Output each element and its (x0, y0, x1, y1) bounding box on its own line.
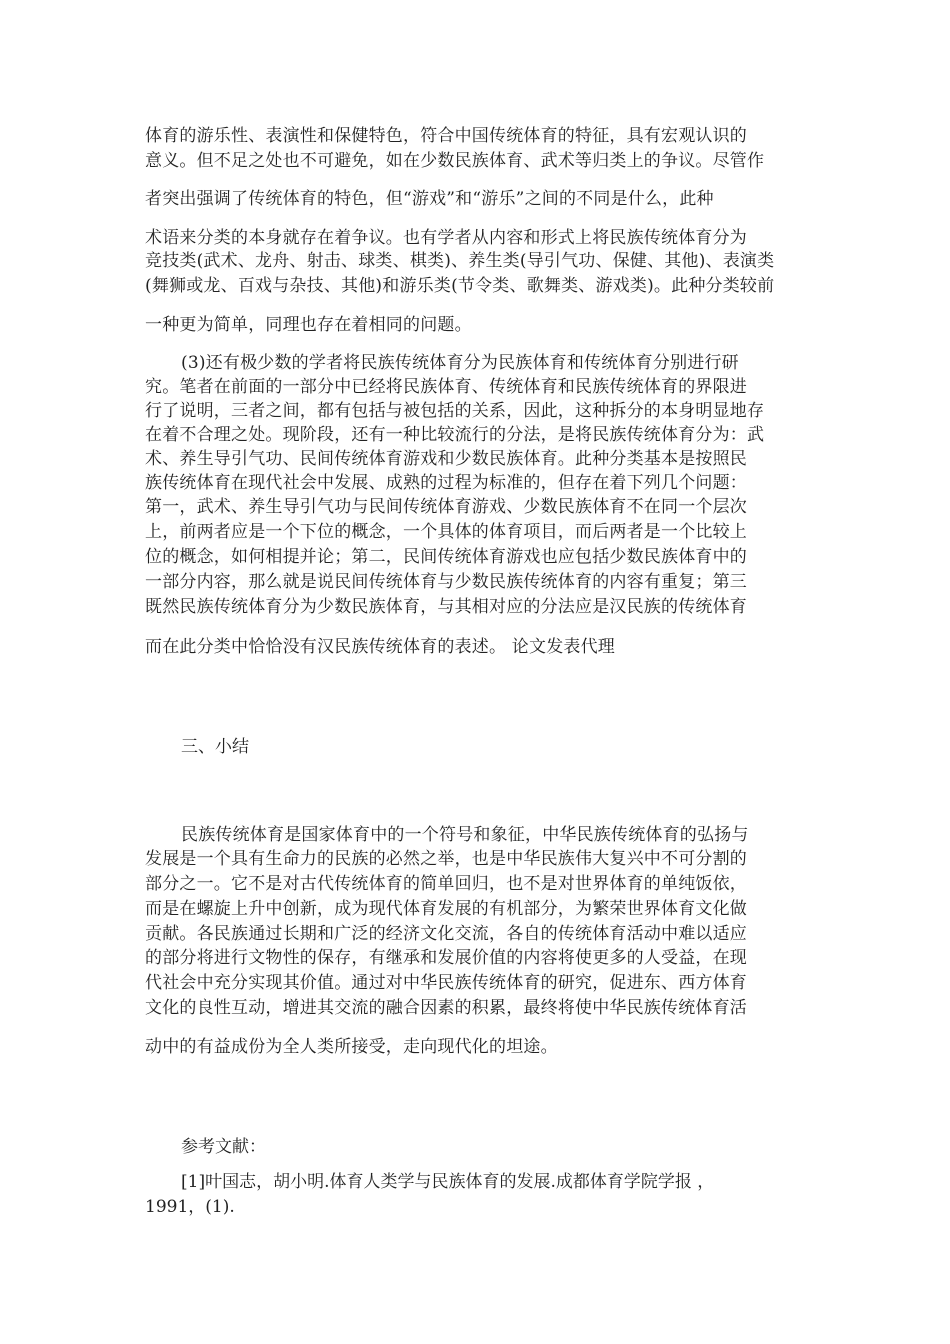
paragraph-line: 第一，武术、养生导引气功与民间传统体育游戏、少数民族体育不在同一个层次 (145, 497, 747, 517)
paragraph-line: 文化的良性互动，增进其交流的融合因素的积累，最终将使中华民族传统体育活 (145, 998, 747, 1018)
paragraph-line: 行了说明，三者之间，都有包括与被包括的关系，因此，这种拆分的本身明显地存 (145, 401, 765, 421)
paragraph-line: (3)还有极少数的学者将民族传统体育分为民族体育和传统体育分别进行研 (181, 353, 739, 373)
paragraph-line: 位的概念，如何相提并论；第二，民间传统体育游戏也应包括少数民族体育中的 (145, 547, 747, 567)
paragraph-line: 族传统体育在现代社会中发展、成熟的过程为标准的，但存在着下列几个问题： (145, 473, 747, 493)
paragraph-line: 意义。但不足之处也不可避免，如在少数民族体育、武术等归类上的争议。尽管作 (145, 151, 765, 171)
paragraph-line: 民族传统体育是国家体育中的一个符号和象征，中华民族传统体育的弘扬与 (181, 825, 749, 845)
reference-item: [1]叶国志，胡小明.体育人类学与民族体育的发展.成都体育学院学报 ， (181, 1172, 715, 1192)
paragraph-line: 上，前两者应是一个下位的概念，一个具体的体育项目，而后两者是一个比较上 (145, 522, 747, 542)
paragraph-line: 术、养生导引气功、民间传统体育游戏和少数民族体育。此种分类基本是按照民 (145, 449, 747, 469)
paragraph-line: 者突出强调了传统体育的特色，但“游戏”和“游乐”之间的不同是什么，此种 (145, 189, 714, 209)
references-heading: 参考文献： (181, 1137, 266, 1157)
paragraph-line: 既然民族传统体育分为少数民族体育，与其相对应的分法应是汉民族的传统体育 (145, 597, 747, 617)
paragraph-line: 发展是一个具有生命力的民族的必然之举，也是中华民族伟大复兴中不可分割的 (145, 849, 747, 869)
paragraph-line: 究。笔者在前面的一部分中已经将民族体育、传统体育和民族传统体育的界限进 (145, 377, 747, 397)
paragraph-line: 代社会中充分实现其价值。通过对中华民族传统体育的研究，促进东、西方体育 (145, 973, 747, 993)
paragraph-line: 一种更为简单，同理也存在着相同的问题。 (145, 315, 472, 335)
paragraph-line: 一部分内容，那么就是说民间传统体育与少数民族传统体育的内容有重复；第三 (145, 572, 747, 592)
paragraph-line: 在着不合理之处。现阶段，还有一种比较流行的分法，是将民族传统体育分为：武 (145, 425, 765, 445)
paragraph-line: 动中的有益成份为全人类所接受，走向现代化的坦途。 (145, 1037, 558, 1057)
paragraph-line: 而是在螺旋上升中创新，成为现代体育发展的有机部分，为繁荣世界体育文化做 (145, 899, 747, 919)
paragraph-line: 竞技类(武术、龙舟、射击、球类、棋类)、养生类(导引气功、保健、其他)、表演类 (145, 251, 775, 271)
paragraph-line: 贡献。各民族通过长期和广泛的经济文化交流，各自的传统体育活动中难以适应 (145, 924, 747, 944)
paragraph-line: 的部分将进行文物性的保存，有继承和发展价值的内容将使更多的人受益，在现 (145, 948, 747, 968)
paragraph-line: 体育的游乐性、表演性和保健特色，符合中国传统体育的特征，具有宏观认识的 (145, 126, 747, 146)
paragraph-line: (舞狮或龙、百戏与杂技、其他)和游乐类(节令类、歌舞类、游戏类)。此种分类较前 (145, 276, 775, 296)
paragraph-line: 部分之一。它不是对古代传统体育的简单回归，也不是对世界体育的单纯饭依， (145, 874, 747, 894)
reference-item-continuation: 1991，(1). (145, 1197, 235, 1217)
paragraph-line: 而在此分类中恰恰没有汉民族传统体育的表述。 论文发表代理 (145, 637, 616, 657)
section-heading: 三、小结 (181, 737, 249, 757)
paragraph-line: 术语来分类的本身就存在着争议。也有学者从内容和形式上将民族传统体育分为 (145, 228, 747, 248)
